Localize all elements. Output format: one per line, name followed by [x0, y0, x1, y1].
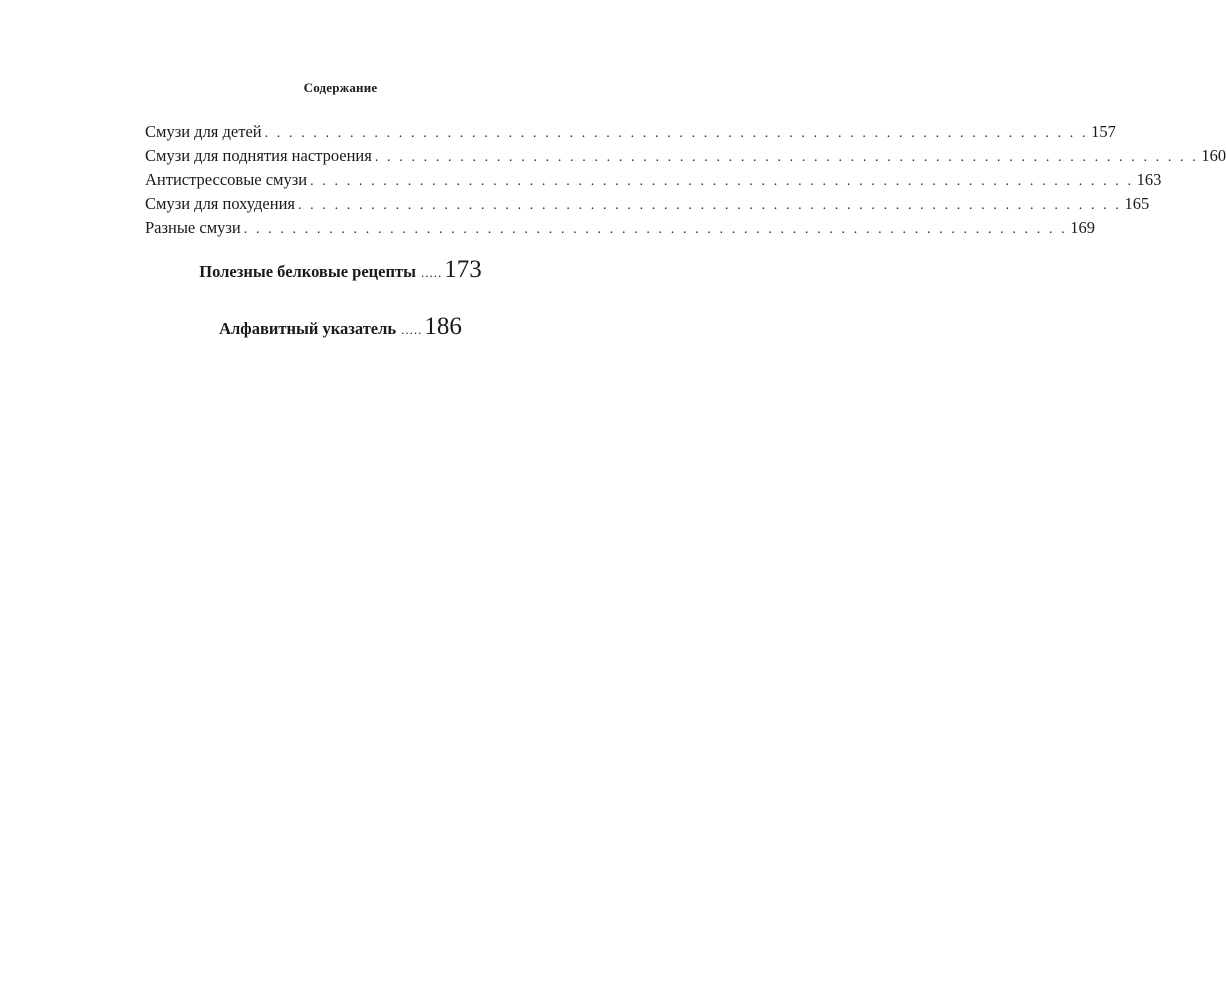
toc-entry-page: 160 — [1201, 146, 1226, 165]
toc-entry — [145, 192, 1150, 216]
toc-entry-label: Смузи для детей — [145, 122, 262, 141]
toc-entry-label: Разные смузи — [145, 218, 241, 237]
toc-list — [145, 120, 1226, 240]
toc-leader-dots: . . . . . . . . . . . . . . . . . . . . . . . . . . . . . . . . . . . . . . . . . . . . . . . . . . . . . . . . . . . . . . . . . . . . — [264, 126, 1089, 141]
toc-entry-label: Антистрессовые смузи — [145, 170, 308, 189]
toc-entry — [145, 120, 1116, 144]
section-entry-protein-recipes — [0, 256, 681, 284]
section-leader-dots: ..... — [420, 265, 443, 280]
toc-leader-dots: . . . . . . . . . . . . . . . . . . . . . . . . . . . . . . . . . . . . . . . . . . . . . . . . . . . . . . . . . . . . . . . . . . . . — [310, 174, 1134, 189]
toc-entry-page: 165 — [1124, 194, 1150, 213]
section-page-number: 173 — [444, 256, 482, 283]
toc-entry-page: 169 — [1070, 218, 1095, 237]
section-title: Полезные белковые рецепты — [199, 262, 416, 281]
toc-leader-dots: . . . . . . . . . . . . . . . . . . . . . . . . . . . . . . . . . . . . . . . . . . . . . . . . . . . . . . . . . . . . . . . . . . . . — [243, 222, 1068, 237]
toc-entry — [145, 168, 1162, 192]
section-title: Алфавитный указатель — [219, 319, 397, 338]
section-leader-dots: ..... — [401, 322, 423, 337]
toc-entry-page: 157 — [1091, 122, 1116, 141]
toc-leader-dots: . . . . . . . . . . . . . . . . . . . . . . . . . . . . . . . . . . . . . . . . . . . . . . . . . . . . . . . . . . . . . . . . . . . . — [374, 150, 1199, 165]
toc-leader-dots: . . . . . . . . . . . . . . . . . . . . . . . . . . . . . . . . . . . . . . . . . . . . . . . . . . . . . . . . . . . . . . . . . . . . — [297, 198, 1122, 213]
page-header: Содержание — [303, 80, 378, 95]
section-page-number: 186 — [424, 313, 462, 340]
toc-entry-label: Смузи для похудения — [145, 194, 295, 213]
toc-entry — [145, 216, 1095, 240]
toc-entry — [145, 144, 1226, 168]
section-entry-alphabetical-index — [0, 313, 681, 341]
toc-entry-page: 163 — [1136, 170, 1162, 189]
toc-entry-label: Смузи для поднятия настроения — [145, 146, 372, 165]
